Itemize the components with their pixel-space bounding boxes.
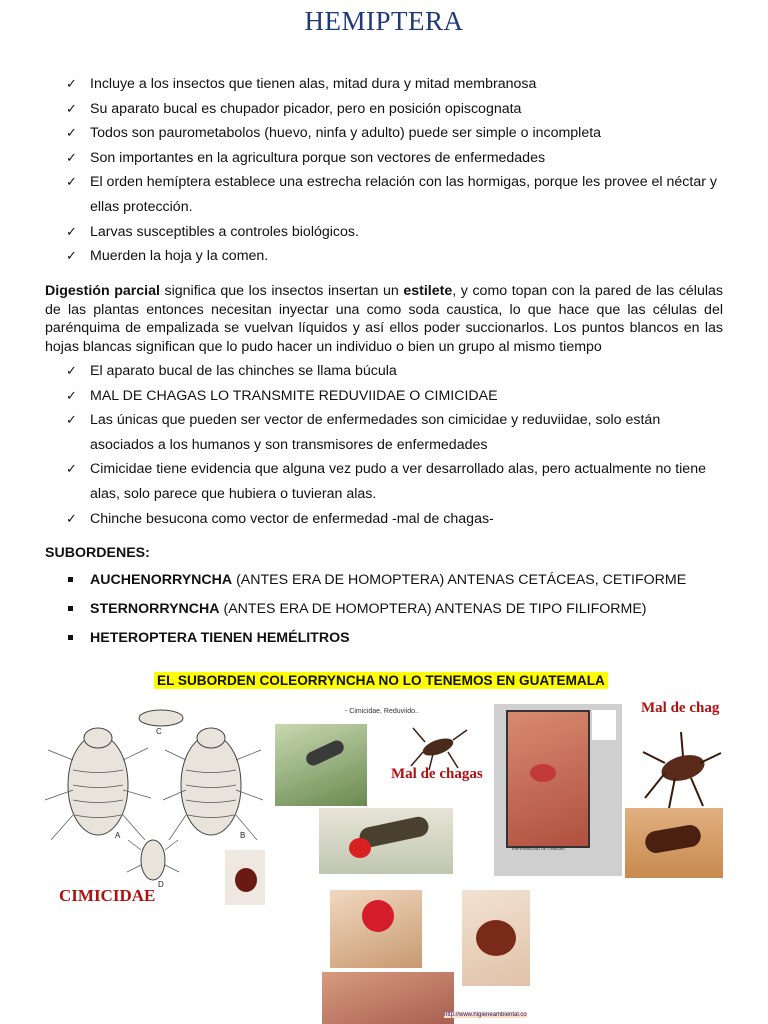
checklist-item (66, 359, 726, 384)
suborden-description: (ANTES ERA DE HOMOPTERA) ANTENAS DE TIPO FILIFORME) (219, 601, 647, 617)
checkmark-icon: ✓ (66, 387, 77, 403)
chagas-lesion-photo (494, 704, 622, 876)
suborden-name: HETEROPTERA TIENEN HEMÉLITROS (90, 630, 350, 646)
mal-de-chagas-caption: Mal de chagas (391, 766, 483, 782)
suborden-name: STERNORRYNCHA (90, 601, 220, 617)
chagas-bug-photos (625, 698, 723, 878)
checklist-item-text: Muerden la hoja y la comen. (90, 248, 269, 265)
checklist-item (66, 72, 726, 97)
paragraph-text: significa que los insectos insertan un (159, 283, 404, 299)
checkmark-icon: ✓ (66, 100, 77, 116)
photo-label: ENFERMEDAD DE CHAGAS (512, 846, 565, 851)
checklist-item-text: Todos son paurometabolos (huevo, ninfa y adulto) puede ser simple o incompleta (90, 125, 602, 142)
checklist-item (66, 97, 726, 122)
checkmark-icon: ✓ (66, 510, 77, 526)
checklist-item-text: Cimicidae tiene evidencia que alguna vez pudo a ver desarrollado alas, pero actualmente no tiene alas, solo parece que hubiera o tuvieran alas. (90, 461, 706, 502)
mal-de-chagas-caption-right: Mal de chag (641, 700, 720, 716)
kissing-bug-svg (403, 722, 473, 772)
square-bullet-icon (68, 635, 73, 640)
drawing-letter-b: B (240, 831, 246, 840)
checklist-item (66, 121, 726, 146)
suborden-name: AUCHENORRYNCHA (90, 572, 233, 588)
checklist-item (66, 146, 726, 171)
bite-marks-photo (322, 972, 454, 1024)
bedbug-closeup-photo (462, 890, 530, 986)
page-title: HEMIPTERA (304, 6, 464, 36)
square-bullet-icon (68, 606, 73, 611)
checkmark-icon: ✓ (66, 461, 77, 477)
digestion-paragraph (45, 282, 723, 356)
checklist-item (66, 244, 726, 269)
reduviid-photo-1 (275, 724, 367, 806)
cimicidae-caption: CIMICIDAE (59, 886, 156, 905)
checklist-item (66, 170, 726, 219)
checklist-item-text: Son importantes en la agricultura porque son vectores de enfermedades (90, 149, 546, 166)
checklist-item-text: Incluye a los insectos que tienen alas, mitad dura y mitad membranosa (90, 76, 537, 92)
checklist-item (66, 507, 726, 532)
reduviid-caption-small: - Cimicidae, Reduviido.. (345, 708, 419, 715)
checklist-item-text: Chinche besucona como vector de enfermedad -mal de chagas- (90, 510, 494, 527)
reduviid-photo-2 (403, 722, 473, 772)
drawing-letter-c: C (156, 727, 162, 736)
suborden-item (66, 599, 726, 628)
checkmark-icon: ✓ (66, 149, 77, 165)
suborden-item (66, 570, 726, 599)
drawing-letter-d: D (158, 880, 164, 889)
checklist-item-text: Su aparato bucal es chupador picador, pero en posición opiscognata (90, 100, 522, 117)
checklist-item-text: Larvas susceptibles a controles biológicos. (90, 223, 359, 240)
reduviid-collage (275, 700, 493, 878)
vector-checklist (66, 359, 726, 531)
suborden-item (66, 628, 726, 657)
square-bullet-icon (68, 577, 73, 582)
checkmark-icon: ✓ (66, 412, 77, 428)
bedbug-feeding-photo (330, 890, 422, 968)
checklist-item-text: El aparato bucal de las chinches se llama búcula (90, 363, 397, 379)
checkmark-icon: ✓ (66, 248, 77, 264)
coleorryncha-note: EL SUBORDEN COLEORRYNCHA NO LO TENEMOS EN GUATEMALA (154, 672, 608, 689)
cimicidae-illustration (43, 700, 267, 910)
checklist-item (66, 220, 726, 245)
checklist-item (66, 457, 726, 506)
term-digestion-parcial: Digestión parcial (45, 283, 160, 299)
checklist-item (66, 384, 726, 409)
paragraph-text: , y como topan con la pared de las células de las plantas entonces necesitan inyectar una como soda caustica, lo que hace que las células del parénquima de empalizada se vuelvan líquidos y así ellos poder succionarlos. Los puntos blancos en las hojas blancas significan que lo pudo hacer un individuo o bien un grupo al mismo tiempo (45, 283, 723, 355)
checklist-item-text: MAL DE CHAGAS LO TRANSMITE REDUVIIDAE O CIMICIDAE (90, 387, 498, 404)
checklist-item-text: Las únicas que pueden ser vector de enfermedades son cimicidae y reduviidae, solo están asociados a los humanos y son transmisores de enfermedades (90, 412, 661, 453)
suborden-description: (ANTES ERA DE HOMOPTERA) ANTENAS CETÁCEAS, CETIFORME (232, 572, 687, 588)
subordenes-list (66, 570, 726, 657)
term-estilete: estilete (403, 283, 453, 299)
bedbug-photo-small (225, 850, 265, 905)
reduviid-photo-3 (319, 808, 453, 874)
checkmark-icon: ✓ (66, 76, 77, 91)
drawing-letter-a: A (115, 831, 121, 840)
checkmark-icon: ✓ (66, 174, 77, 190)
bedbug-feeding-collage (322, 888, 532, 1024)
kissing-bug-photo (625, 808, 723, 878)
checkmark-icon: ✓ (66, 223, 77, 239)
subordenes-heading: SUBORDENES: (45, 545, 150, 561)
url-watermark: http://www.higieneambiental.co (444, 1012, 527, 1018)
characteristics-checklist (66, 72, 726, 269)
checkmark-icon: ✓ (66, 125, 77, 141)
checklist-item-text: El orden hemíptera establece una estrecha relación con las hormigas, porque les provee el néctar y ellas protección. (90, 174, 717, 215)
checkmark-icon: ✓ (66, 363, 77, 378)
checklist-item (66, 408, 726, 457)
